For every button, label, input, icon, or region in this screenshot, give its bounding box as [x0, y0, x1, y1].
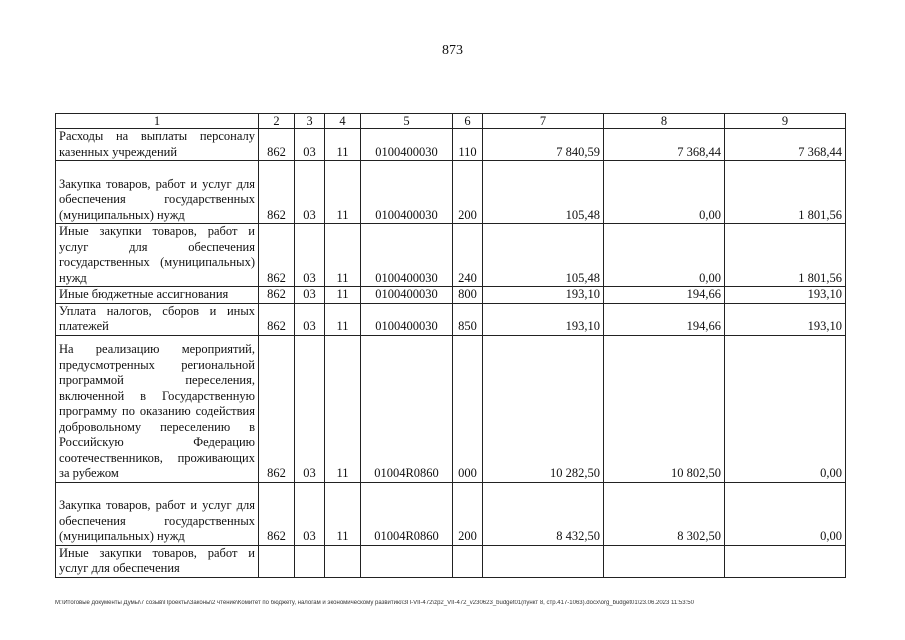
cell-pr: 11 [325, 303, 361, 335]
table-row [56, 129, 846, 161]
cell-pr: 11 [325, 224, 361, 287]
cell-amount-3: 193,10 [725, 287, 846, 304]
cell-ved: 862 [259, 482, 295, 545]
cell-amount-1: 193,10 [483, 303, 604, 335]
row-name: Иные бюджетные ассигнования [56, 287, 259, 304]
cell-amount-3: 0,00 [725, 335, 846, 482]
cell-rz: 03 [295, 287, 325, 304]
cell-amount-2: 194,66 [604, 287, 725, 304]
cell-amount-1: 105,48 [483, 224, 604, 287]
header-row [56, 114, 846, 129]
header-cell: 3 [295, 114, 325, 129]
cell-csr: 0100400030 [361, 287, 453, 304]
cell-amount-2: 0,00 [604, 161, 725, 224]
cell-rz: 03 [295, 303, 325, 335]
cell-amount-3 [725, 545, 846, 577]
table-row [56, 335, 846, 482]
cell-amount-1: 193,10 [483, 287, 604, 304]
page-number: 873 [442, 43, 463, 58]
cell-amount-2 [604, 545, 725, 577]
cell-csr: 0100400030 [361, 224, 453, 287]
cell-vr: 110 [453, 129, 483, 161]
cell-amount-3: 0,00 [725, 482, 846, 545]
cell-rz: 03 [295, 224, 325, 287]
cell-vr [453, 545, 483, 577]
header-cell: 2 [259, 114, 295, 129]
cell-pr: 11 [325, 335, 361, 482]
header-cell: 8 [604, 114, 725, 129]
cell-amount-2: 0,00 [604, 224, 725, 287]
cell-amount-1 [483, 545, 604, 577]
cell-pr: 11 [325, 129, 361, 161]
header-cell: 7 [483, 114, 604, 129]
header-cell: 4 [325, 114, 361, 129]
cell-vr: 850 [453, 303, 483, 335]
cell-amount-1: 8 432,50 [483, 482, 604, 545]
row-name: Иные закупки товаров, работ и услуг для обеспечения государственных (муниципальных) нужд [56, 224, 259, 287]
document-path-footer: M:\Итоговые документы Думы\7 созыв\Проекты\Законы\2 чтение\Комитет по бюджету, налогам и экономическому развитию\ЗП-VII-472\zp2_VII-472_v230623_budget01(пункт 8, стр.417-1063).docx\org_budget01\23.06.2023 11:53:50 [55, 600, 694, 606]
cell-vr: 000 [453, 335, 483, 482]
cell-csr: 01004R0860 [361, 482, 453, 545]
cell-amount-1: 105,48 [483, 161, 604, 224]
header-cell: 1 [56, 114, 259, 129]
cell-vr: 240 [453, 224, 483, 287]
row-name: Закупка товаров, работ и услуг для обеспечения государственных (муниципальных) нужд [56, 161, 259, 224]
cell-pr [325, 545, 361, 577]
cell-pr: 11 [325, 287, 361, 304]
table-row [56, 161, 846, 224]
cell-amount-2: 8 302,50 [604, 482, 725, 545]
cell-csr: 0100400030 [361, 129, 453, 161]
cell-rz [295, 545, 325, 577]
table-row [56, 303, 846, 335]
cell-amount-2: 194,66 [604, 303, 725, 335]
table-row [56, 287, 846, 304]
header-cell: 5 [361, 114, 453, 129]
cell-pr: 11 [325, 482, 361, 545]
cell-csr: 01004R0860 [361, 335, 453, 482]
cell-csr: 0100400030 [361, 303, 453, 335]
row-name: Расходы на выплаты персоналу казенных учреждений [56, 129, 259, 161]
cell-ved: 862 [259, 224, 295, 287]
cell-amount-3: 1 801,56 [725, 161, 846, 224]
row-name: Закупка товаров, работ и услуг для обеспечения государственных (муниципальных) нужд [56, 482, 259, 545]
cell-pr: 11 [325, 161, 361, 224]
cell-rz: 03 [295, 482, 325, 545]
table-row [56, 545, 846, 577]
header-cell: 6 [453, 114, 483, 129]
table-row [56, 224, 846, 287]
cell-amount-3: 7 368,44 [725, 129, 846, 161]
cell-amount-2: 10 802,50 [604, 335, 725, 482]
cell-ved: 862 [259, 129, 295, 161]
cell-rz: 03 [295, 161, 325, 224]
cell-ved [259, 545, 295, 577]
cell-amount-2: 7 368,44 [604, 129, 725, 161]
cell-vr: 200 [453, 161, 483, 224]
cell-ved: 862 [259, 335, 295, 482]
cell-ved: 862 [259, 161, 295, 224]
header-cell: 9 [725, 114, 846, 129]
table-row [56, 482, 846, 545]
cell-amount-3: 1 801,56 [725, 224, 846, 287]
cell-ved: 862 [259, 287, 295, 304]
cell-amount-1: 10 282,50 [483, 335, 604, 482]
cell-ved: 862 [259, 303, 295, 335]
cell-vr: 800 [453, 287, 483, 304]
row-name: Уплата налогов, сборов и иных платежей [56, 303, 259, 335]
row-name: Иные закупки товаров, работ и услуг для обеспечения [56, 545, 259, 577]
cell-amount-1: 7 840,59 [483, 129, 604, 161]
cell-rz: 03 [295, 129, 325, 161]
budget-table [55, 113, 846, 578]
row-name: На реализацию мероприятий, предусмотренных региональной программой переселения, включенной в Государственную программу по оказанию содействия добровольному переселению в Российскую Федерацию соотечественников, проживающих за рубежом [56, 335, 259, 482]
cell-rz: 03 [295, 335, 325, 482]
cell-vr: 200 [453, 482, 483, 545]
cell-csr: 0100400030 [361, 161, 453, 224]
cell-amount-3: 193,10 [725, 303, 846, 335]
cell-csr [361, 545, 453, 577]
